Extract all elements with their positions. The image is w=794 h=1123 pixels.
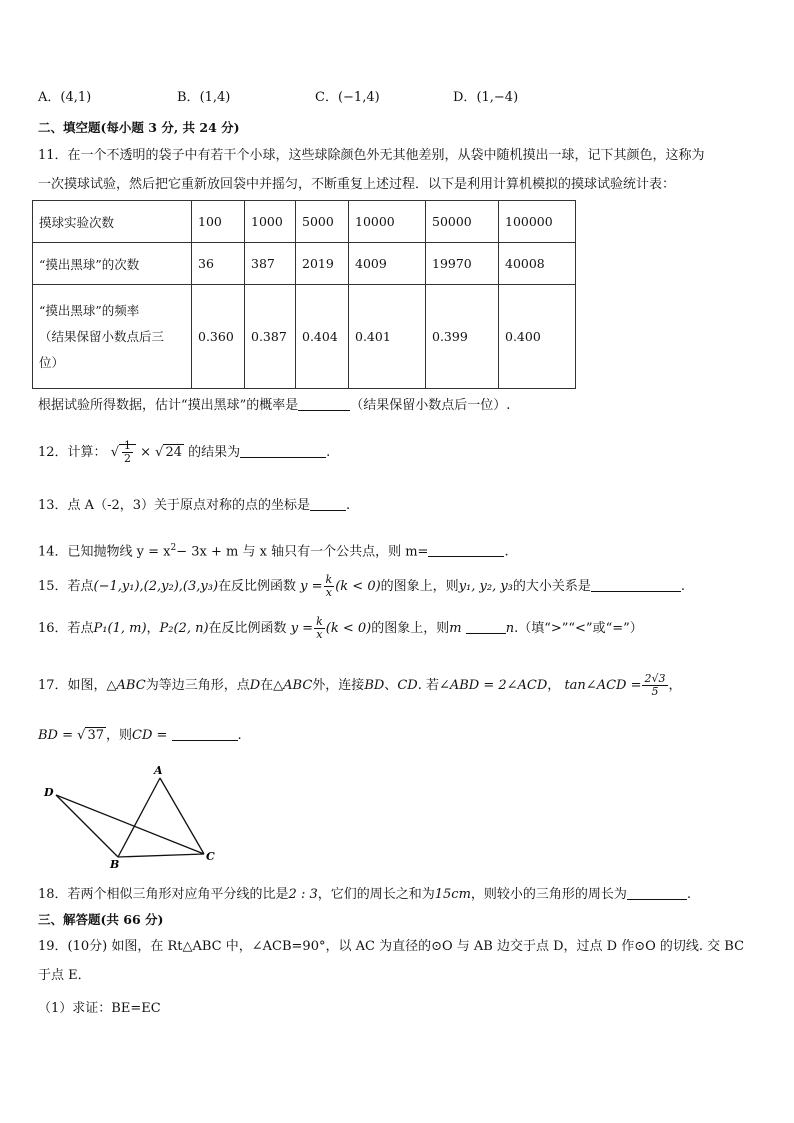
q11-line-2: 一次摸球试验，然后把它重新放回袋中并摇匀，不断重复上述过程．以下是利用计算机模拟的摸球试验统计表： [38, 177, 676, 192]
segment-cd: CD [397, 678, 418, 693]
fraction [314, 616, 325, 641]
q16-answer-blank[interactable] [466, 619, 506, 634]
label-d: D [44, 786, 54, 799]
q17-answer-blank[interactable] [172, 726, 238, 741]
row-header-line: （结果保留小数点后三 [39, 328, 165, 344]
q15-prefix: 15．若点 [38, 579, 94, 594]
q11-line-1: 11．在一个不透明的袋子中有若干个小球，这些球除颜色外无其他差别，从袋中随机摸出一球，记下其颜色，这称为 [38, 148, 705, 163]
q18-end: . [686, 887, 692, 902]
length: 15cm [434, 887, 471, 902]
q12-end: . [326, 445, 331, 460]
cd-expression: CD = [132, 728, 168, 743]
q13-line [38, 496, 756, 516]
table-cell: 0.404 [296, 285, 349, 389]
var-m: m [449, 621, 462, 636]
q13-answer-blank[interactable] [310, 496, 346, 511]
option-value: (1,−4) [476, 90, 519, 105]
bd-expression: BD = [38, 728, 78, 743]
q19-line-2: 于点 E． [38, 968, 91, 983]
q17-text: ， [547, 678, 561, 693]
q11-after-table [38, 396, 756, 416]
option-letter: D． [453, 90, 477, 105]
sqrt-half [119, 439, 136, 465]
table-cell: 10000 [349, 201, 426, 243]
tan-expression: tan∠ACD = [564, 678, 642, 693]
section-3-title: 三、解答题(共 66 分) [38, 912, 164, 927]
q16-prefix: 16．若点 [38, 621, 94, 636]
label-c: C [206, 850, 215, 863]
q12-answer-blank[interactable] [240, 443, 326, 458]
q17-line-1 [38, 670, 756, 702]
table-cell: 0.399 [426, 285, 499, 389]
q15-suffix: 的大小关系是 [512, 579, 591, 594]
q16-suffix: .（填“>”“<”或“=”） [514, 621, 643, 636]
q18-text: ，则较小的三角形的周长为 [470, 887, 627, 902]
segment-bd: BD [364, 678, 385, 693]
sqrt-sign: √ [155, 445, 164, 460]
q13-text: 13．点 A（-2，3）关于原点对称的点的坐标是 [38, 498, 310, 513]
q16-mid: 在反比例函数 [208, 621, 287, 636]
q16-line [38, 614, 756, 644]
q17-text: ， [668, 678, 682, 693]
option-letter: A． [38, 90, 61, 105]
fraction [324, 574, 335, 599]
segment-dc [56, 795, 204, 854]
sqrt-sign: √ [110, 445, 119, 460]
table-cell: 5000 [296, 201, 349, 243]
q14-answer-blank[interactable] [428, 542, 504, 557]
q15-answer-blank[interactable] [591, 577, 681, 592]
q17-text: 为等边三角形，点 [145, 678, 250, 693]
row-header-line: 位） [39, 354, 65, 370]
q19-line-1: 19．(10分) 如图，在 Rt△ABC 中，∠ACB=90°，以 AC 为直径的⊙O 与 AB 边交于点 D，过点 D 作⊙O 的切线. 交 BC [38, 939, 745, 954]
q17-text: ，则 [105, 728, 132, 743]
q12-suffix: 的结果为 [188, 445, 241, 460]
numerator: k [325, 573, 333, 586]
exponent: 2 [170, 543, 177, 553]
condition: (k < 0) [335, 579, 381, 594]
q11-after-text: 根据试验所得数据，估计“摸出黑球”的概率是 [38, 398, 299, 413]
condition: (k < 0) [325, 621, 372, 636]
q19-sub-1: （1）求证：BE=EC [38, 1001, 161, 1016]
q18-line [38, 885, 756, 905]
fraction [122, 440, 133, 465]
fraction [642, 673, 667, 698]
times-sign: × [140, 445, 152, 460]
q15-end: . [680, 579, 686, 594]
label-a: A [154, 764, 163, 777]
q18-text: ，它们的周长之和为 [317, 887, 435, 902]
table-cell: 0.360 [192, 285, 245, 389]
q17-text: 外，连接 [312, 678, 365, 693]
q15-mid: 在反比例函数 [218, 579, 297, 594]
q17-text: . [237, 728, 242, 743]
option-value: (−1,4) [337, 90, 380, 105]
ratio: 2 : 3 [288, 887, 318, 902]
denominator: x [325, 586, 332, 599]
triangle-figure [40, 762, 230, 870]
section-2-title: 二、填空题(每小题 3 分, 共 24 分) [38, 120, 240, 135]
denominator: 5 [651, 685, 659, 698]
table-cell: 19970 [426, 243, 499, 285]
q13-end: . [346, 498, 351, 513]
q10-option-c [315, 86, 380, 105]
function-left: y = [290, 621, 314, 636]
row-header [33, 285, 192, 389]
triangle: △ABC [273, 678, 313, 693]
q15-vars: y₁, y₂, y₃ [458, 579, 513, 594]
q11-after-text-2: （结果保留小数点后一位）. [350, 398, 511, 413]
q17-text: . 若 [417, 678, 439, 693]
option-value: (4,1) [60, 90, 92, 105]
table-cell: 0.400 [499, 285, 576, 389]
option-value: (1,4) [199, 90, 231, 105]
numerator: 1 [123, 439, 131, 452]
row-header: 摸球实验次数 [33, 201, 192, 243]
radicand: 37 [87, 728, 104, 743]
angle-equation: ∠ABD = 2∠ACD [438, 678, 548, 693]
q12-prefix: 12．计算： [38, 445, 107, 460]
q14-mid: − 3x + m 与 x 轴只有一个公共点，则 m= [176, 544, 429, 560]
q10-option-b [177, 86, 230, 105]
experiment-table [32, 200, 576, 389]
point-p1: P₁(1, m) [93, 621, 147, 636]
q12-line [38, 438, 756, 468]
table-cell: 100 [192, 201, 245, 243]
segment-ac [160, 778, 204, 854]
q10-option-d [453, 86, 518, 105]
table-cell: 387 [245, 243, 296, 285]
q15-mid-2: 的图象上，则 [380, 579, 459, 594]
segment-bc [118, 854, 204, 857]
table-cell: 100000 [499, 201, 576, 243]
q14-end: . [504, 544, 509, 560]
option-letter: C． [315, 90, 338, 105]
point-d: D [249, 678, 261, 693]
sqrt-sign: √ [77, 728, 86, 743]
q17-text: 、 [384, 678, 398, 693]
table-cell: 2019 [296, 243, 349, 285]
triangle: △ABC [106, 678, 146, 693]
q14-line [38, 538, 756, 562]
function-left: y = [300, 579, 323, 594]
table-row [33, 243, 576, 285]
numerator: k [316, 615, 323, 628]
table-cell: 36 [192, 243, 245, 285]
segment-db [56, 795, 118, 857]
table-cell: 50000 [426, 201, 499, 243]
q15-line [38, 572, 756, 602]
denominator: 2 [123, 452, 131, 465]
table-row [33, 201, 576, 243]
segment-ab [118, 778, 160, 857]
table-cell: 0.401 [349, 285, 426, 389]
q14-prefix: 14．已知抛物线 y = x [38, 544, 171, 560]
radicand: 24 [165, 445, 183, 460]
table-row [33, 285, 576, 389]
q18-text: 18．若两个相似三角形对应角平分线的比是 [38, 887, 289, 902]
separator: ， [146, 621, 160, 636]
table-cell: 4009 [349, 243, 426, 285]
label-b: B [110, 858, 120, 870]
q18-answer-blank[interactable] [627, 885, 687, 900]
q16-mid-2: 的图象上，则 [371, 621, 450, 636]
table-cell: 1000 [245, 201, 296, 243]
table-cell: 0.387 [245, 285, 296, 389]
row-header: “摸出黑球”的次数 [33, 243, 192, 285]
q17-text: 17．如图， [38, 678, 107, 693]
point-p2: P₂(2, n) [159, 621, 209, 636]
table-cell: 40008 [499, 243, 576, 285]
denominator: x [316, 628, 323, 641]
q17-text: 在 [260, 678, 274, 693]
q17-line-2 [38, 724, 756, 748]
segment-da [56, 778, 160, 795]
var-n: n [505, 621, 515, 636]
row-header-line: “摸出黑球”的频率 [39, 302, 140, 318]
q10-option-a [38, 86, 91, 105]
numerator: 2√3 [644, 672, 666, 685]
q15-points: (−1,y₁),(2,y₂),(3,y₃) [93, 579, 219, 594]
q11-answer-blank[interactable] [298, 396, 350, 411]
option-letter: B． [177, 90, 200, 105]
